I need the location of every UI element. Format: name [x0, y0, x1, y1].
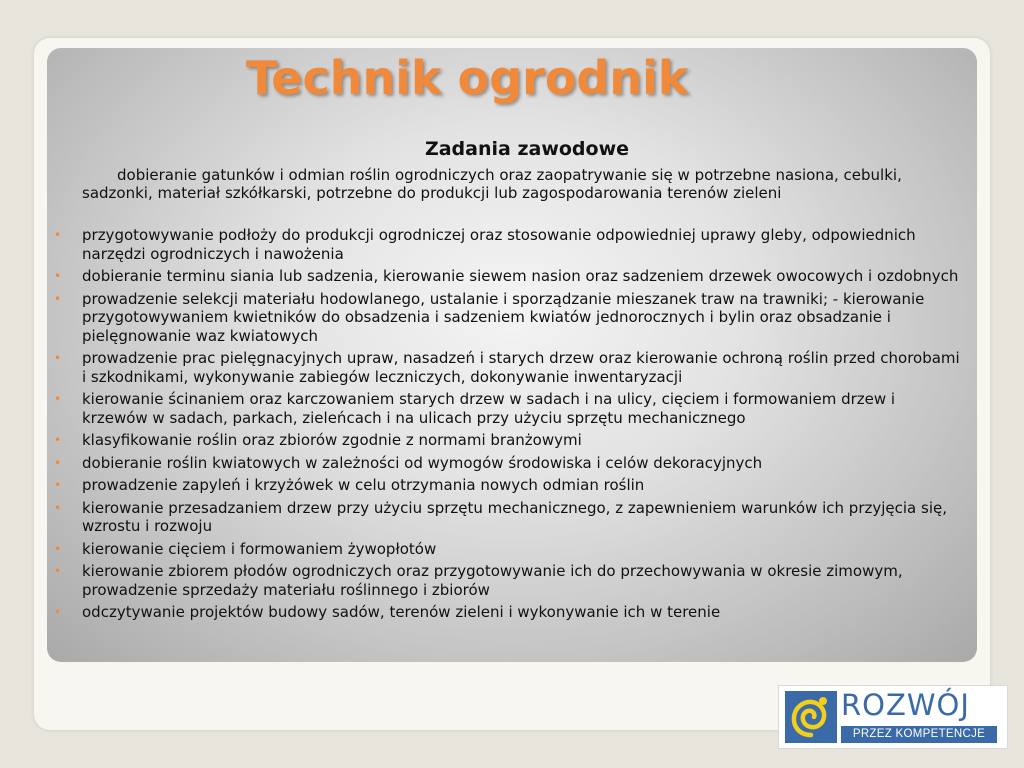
task-item — [50, 499, 962, 536]
bullet-icon: • — [54, 351, 62, 365]
task-list — [50, 226, 962, 626]
task-text: kierowanie ścinaniem oraz karczowaniem starych drzew w sadach i na ulicy, cięciem i formowaniem drzew i krzewów w sadach, parkach, zieleńcach i na ulicach przy użyciu sprzętu mechanicznego — [82, 390, 896, 427]
bullet-icon: • — [54, 478, 62, 492]
task-text: kierowanie zbiorem płodów ogrodniczych oraz przygotowywanie ich do przechowywania w okresie zimowym, prowadzenie sprzedaży materiału roślinnego i zbiorów — [82, 562, 903, 599]
task-item — [50, 540, 962, 559]
task-item — [50, 454, 962, 473]
bullet-icon: • — [54, 605, 62, 619]
task-item — [50, 476, 962, 495]
slide-subtitle: Zadania zawodowe — [424, 138, 630, 160]
intro-paragraph: dobieranie gatunków i odmian roślin ogrodniczych oraz zaopatrywanie się w potrzebne nasiona, cebulki, sadzonki, materiał szkółkarski, potrzebne do produkcji lub zagospodarowania terenów zieleni — [82, 166, 902, 202]
task-item — [50, 562, 962, 599]
bullet-icon: • — [54, 269, 62, 283]
slide-title: Technik ogrodnik — [246, 51, 689, 105]
bullet-icon: • — [54, 541, 62, 556]
spiral-logo-icon — [785, 691, 837, 743]
task-item — [50, 290, 962, 346]
bullet-icon: • — [54, 500, 62, 515]
task-item — [50, 390, 962, 427]
bullet-icon: • — [54, 564, 62, 578]
task-text: dobieranie roślin kwiatowych w zależności od wymogów środowiska i celów dekoracyjnych — [82, 453, 763, 472]
bullet-icon: • — [54, 433, 62, 447]
task-text: klasyfikowanie roślin oraz zbiorów zgodnie z normami branżowymi — [82, 431, 582, 449]
task-text: prowadzenie zapyleń i krzyżówek w celu otrzymania nowych odmian roślin — [82, 476, 645, 494]
task-text: prowadzenie selekcji materiału hodowlanego, ustalanie i sporządzanie mieszanek traw na trawniki; - kierowanie przygotowywaniem kwietników do obsadzenia i sadzeniem kwiatów jednorocznych i bylin oraz obsadzanie i pielęgnowanie waz kwiatowych — [82, 289, 925, 345]
task-item — [50, 349, 962, 386]
task-text: prowadzenie prac pielęgnacyjnych upraw, nasadzeń i starych drzew oraz kierowanie ochroną roślin przed chorobami i szkodnikami, wykonywanie zabiegów leczniczych, dokonywanie inwentaryzacji — [82, 349, 960, 386]
task-item — [50, 267, 962, 286]
task-item — [50, 603, 962, 622]
task-text: kierowanie przesadzaniem drzew przy użyciu sprzętu mechanicznego, z zapewnieniem warunków ich przyjęcia się, wzrostu i rozwoju — [82, 498, 947, 535]
rozwoj-logo — [778, 685, 1008, 749]
task-text: kierowanie cięciem i formowaniem żywopłotów — [82, 539, 437, 558]
bullet-icon: • — [54, 392, 62, 406]
bullet-icon: • — [54, 291, 62, 306]
task-text: przygotowywanie podłoży do produkcji ogrodniczej oraz stosowanie odpowiedniej uprawy gleby, odpowiednich narzędzi ogrodniczych i nawożenia — [82, 226, 916, 263]
task-text: dobieranie terminu siania lub sadzenia, kierowanie siewem nasion oraz sadzeniem drzewek owocowych i ozdobnych — [82, 267, 959, 285]
task-text: odczytywanie projektów budowy sadów, terenów zieleni i wykonywanie ich w terenie — [82, 603, 721, 621]
logo-tagline: PRZEZ KOMPETENCJE — [841, 726, 997, 743]
bullet-icon: • — [54, 455, 62, 470]
bullet-icon: • — [54, 228, 62, 242]
task-item — [50, 431, 962, 450]
task-item — [50, 226, 962, 263]
logo-wordmark: ROZWÓJ — [841, 688, 970, 722]
